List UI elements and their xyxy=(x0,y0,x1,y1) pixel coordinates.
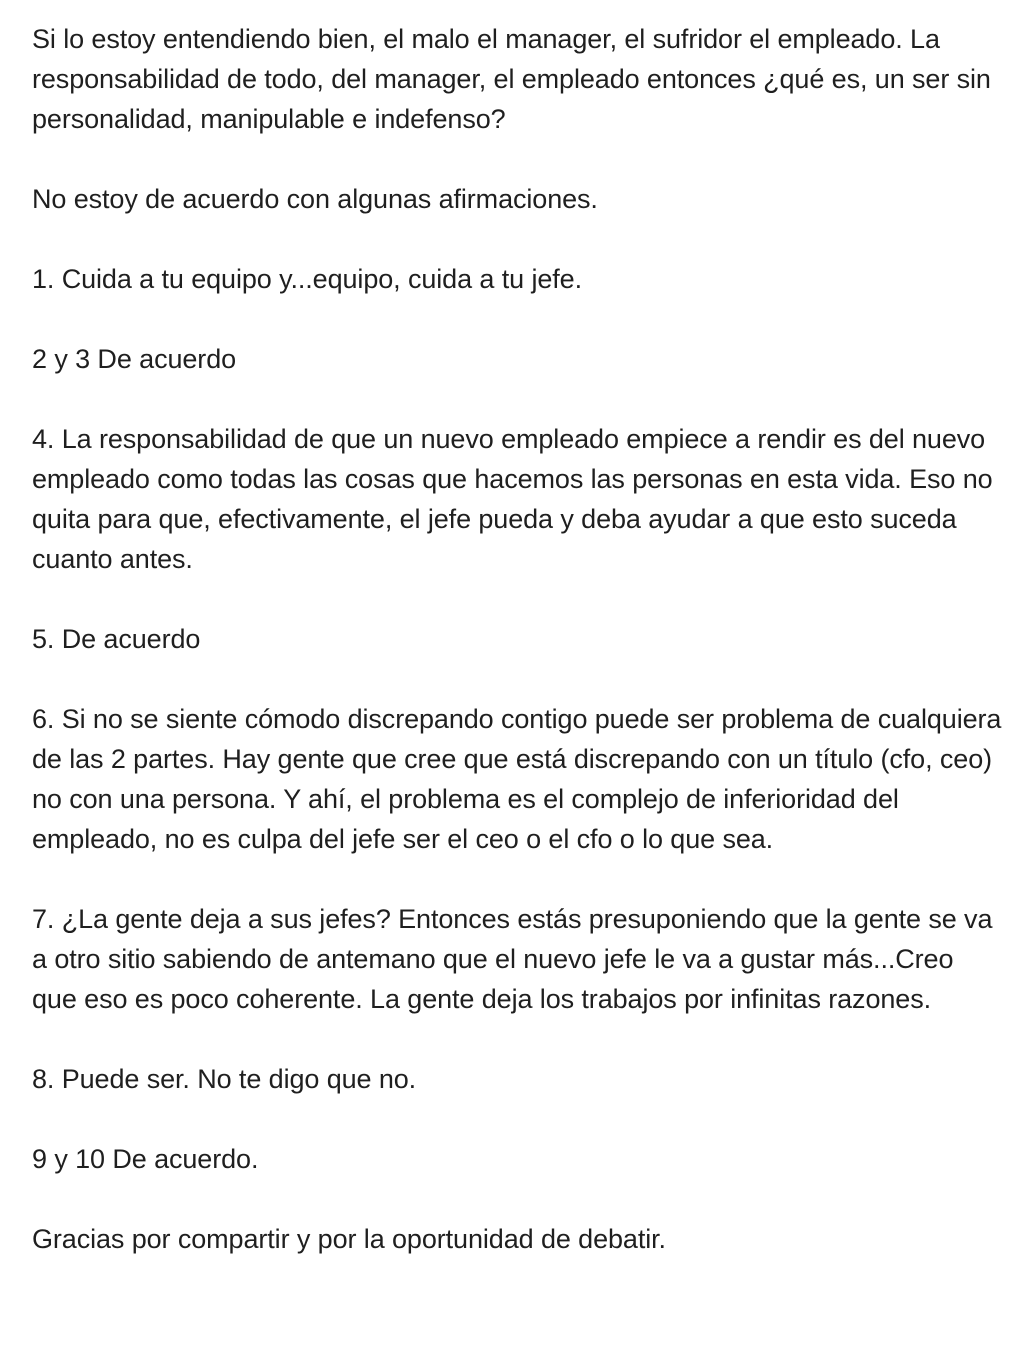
comment-body xyxy=(32,19,1002,1259)
intro-paragraph: Si lo estoy entendiendo bien, el malo el manager, el sufridor el empleado. La responsabilidad de todo, del manager, el empleado entonces ¿qué es, un ser sin personalidad, manipulable e indefenso? xyxy=(32,24,991,134)
point-6: 6. Si no se siente cómodo discrepando contigo puede ser problema de cualquiera de las 2 partes. Hay gente que cree que está discrepando con un título (cfo, ceo) no con una persona. Y ahí, el problema es el complejo de inferioridad del empleado, no es culpa del jefe ser el ceo o el cfo o lo que sea. xyxy=(32,704,1002,854)
point-1: 1. Cuida a tu equipo y...equipo, cuida a tu jefe. xyxy=(32,264,582,294)
point-9-10: 9 y 10 De acuerdo. xyxy=(32,1144,259,1174)
point-4: 4. La responsabilidad de que un nuevo empleado empiece a rendir es del nuevo empleado como todas las cosas que hacemos las personas en esta vida. Eso no quita para que, efectivamente, el jefe pueda y deba ayudar a que esto suceda cuanto antes. xyxy=(32,424,993,574)
closing-paragraph: Gracias por compartir y por la oportunidad de debatir. xyxy=(32,1224,666,1254)
disagreement-statement: No estoy de acuerdo con algunas afirmaciones. xyxy=(32,184,598,214)
point-7: 7. ¿La gente deja a sus jefes? Entonces estás presuponiendo que la gente se va a otro sitio sabiendo de antemano que el nuevo jefe le va a gustar más...Creo que eso es poco coherente. La gente deja los trabajos por infinitas razones. xyxy=(32,904,993,1014)
point-2-3: 2 y 3 De acuerdo xyxy=(32,344,237,374)
point-8: 8. Puede ser. No te digo que no. xyxy=(32,1064,417,1094)
point-5: 5. De acuerdo xyxy=(32,624,201,654)
